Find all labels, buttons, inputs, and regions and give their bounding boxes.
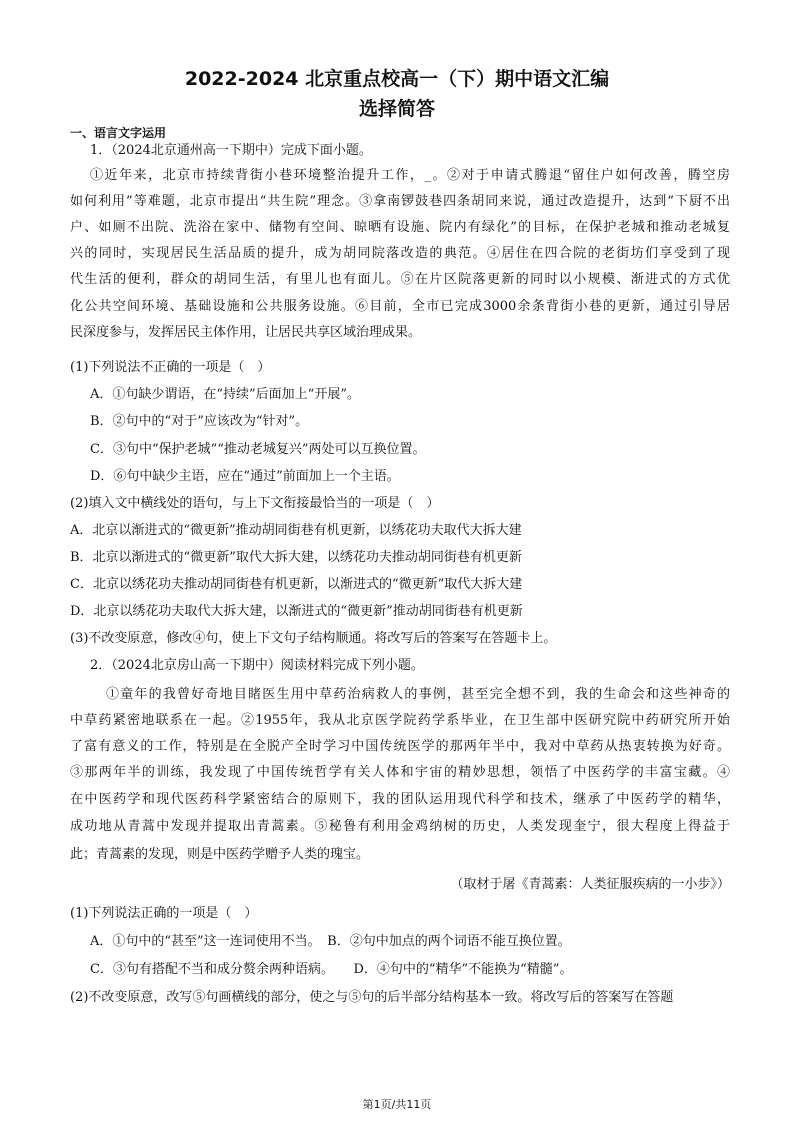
q1-passage-line: 兴的同时，实现居民生活品质的提升，成为胡同院落改造的典范。④居住在四合院的老街坊们享受到了现 [70,246,730,261]
q2-header: 2．（2024北京房山高一下期中）阅读材料完成下列小题。 [90,658,424,673]
q1-sub1-option: D．⑥句中缺少主语，应在“通过”前面加上一个主语。 [90,469,400,484]
q2-passage-line: 此；青蒿素的发现，则是中医药学赠予人类的瑰宝。 [70,847,370,862]
q2-passage-line: 成功地从青蒿中发现并提取出青蒿素。⑤秘鲁有利用金鸡纳树的历史，人类发现奎宁，很大程度上得益于 [70,819,730,834]
q1-sub1-option: B．②句中的“对于”应该改为“针对”。 [90,414,309,429]
q2-passage-line: ③那两年半的训练，我发现了中国传统哲学有关人体和宇宙的精妙思想，领悟了中医药学的丰富宝藏。④ [70,765,730,780]
document-subtitle: 选择简答 [358,98,435,120]
q1-passage-line: 户、如厕不出院、洗浴在家中、储物有空间、晾晒有设施、院内有绿化”的目标，在保护老城和推动老城复 [70,220,730,235]
q1-sub2-option: B．北京以渐进式的“微更新”取代大拆大建，以绣花功夫推动胡同街巷有机更新 [70,550,522,565]
q1-passage-line: 民深度参与，发挥居民主体作用，让居民共享区域治理成果。 [70,325,422,340]
q1-sub2-option: A．北京以渐进式的“微更新”推动胡同街巷有机更新，以绣花功夫取代大拆大建 [70,523,522,538]
q1-sub2-option: C．北京以绣花功夫推动胡同街巷有机更新，以渐进式的“微更新”取代大拆大建 [70,577,523,592]
q1-passage-line: 代生活的便利，群众的胡同生活，有里儿也有面儿。⑤在片区院落更新的同时以小规模、渐进式的方式优 [70,272,730,287]
q1-sub1-question: (1)下列说法不正确的一项是（ ） [70,360,271,375]
section-heading: 一、语言文字运用 [70,126,167,140]
q2-passage-line: 中草药紧密地联系在一起。②1955年，我从北京医学院药学系毕业，在卫生部中医研究院中药研究所开始 [70,713,730,728]
q2-sub1-options-ab: A．①句中的“甚至”这一连词使用不当。 B．②句中加点的两个词语不能互换位置。 [90,934,571,949]
q2-source-citation: （取材于屠《青蒿素：人类征服疾病的一小步》） [450,877,730,892]
q1-sub1-option: C．③句中“保护老城”“推动老城复兴”两处可以互换位置。 [90,442,426,457]
q1-passage-line: ①近年来，北京市持续背街小巷环境整治提升工作，_。②对于申请式腾退“留住户如何改善，腾空房 [90,168,730,183]
q1-passage-line: 如何利用”等难题，北京市提出“共生院”理念。③拿南锣鼓巷四条胡同来说，通过改造提升，达到“下厨不出 [70,194,730,209]
page-number: 第1页/共11页 [362,1098,432,1111]
q2-sub2-question: (2)不改变原意，改写⑤句画横线的部分，使之与⑤句的后半部分结构基本一致。将改写后的答案写在答题 [70,990,674,1005]
q1-sub2-question: (2)填入文中横线处的语句，与上下文衔接最恰当的一项是（ ） [70,496,440,511]
q1-sub2-option: D．北京以绣花功夫取代大拆大建，以渐进式的“微更新”推动胡同街巷有机更新 [70,604,523,619]
q2-passage-line: 了富有意义的工作，特别是在全脱产全时学习中国传统医学的那两年半中，我对中草药从热衷转换为好奇。 [70,739,730,754]
q1-sub1-option: A．①句缺少谓语，在“持续”后面加上“开展”。 [90,387,360,402]
document-title: 2022-2024 北京重点校高一（下）期中语文汇编 [184,68,610,90]
q1-passage-line: 化公共空间环境、基础设施和公共服务设施。⑥目前，全市已完成3000余条背街小巷的更新，通过引导居 [70,299,730,314]
q2-passage-line: ①童年的我曾好奇地目睹医生用中草药治病救人的事例，甚至完全想不到，我的生命会和这些神奇的 [106,687,730,702]
q2-passage-line: 在中医药学和现代医药科学紧密结合的原则下，我的团队运用现代科学和技术，继承了中医药学的精华， [70,792,730,807]
q2-sub1-options-cd: C．③句有搭配不当和成分赘余两种语病。 D．④句中的“精华”不能换为“精髓”。 [90,962,573,977]
q1-sub3-question: (3)不改变原意，修改④句，使上下文句子结构顺通。将改写后的答案写在答题卡上。 [70,631,557,646]
q1-header: 1．（2024北京通州高一下期中）完成下面小题。 [90,143,372,158]
q2-sub1-question: (1)下列说法正确的一项是（ ） [70,906,258,921]
